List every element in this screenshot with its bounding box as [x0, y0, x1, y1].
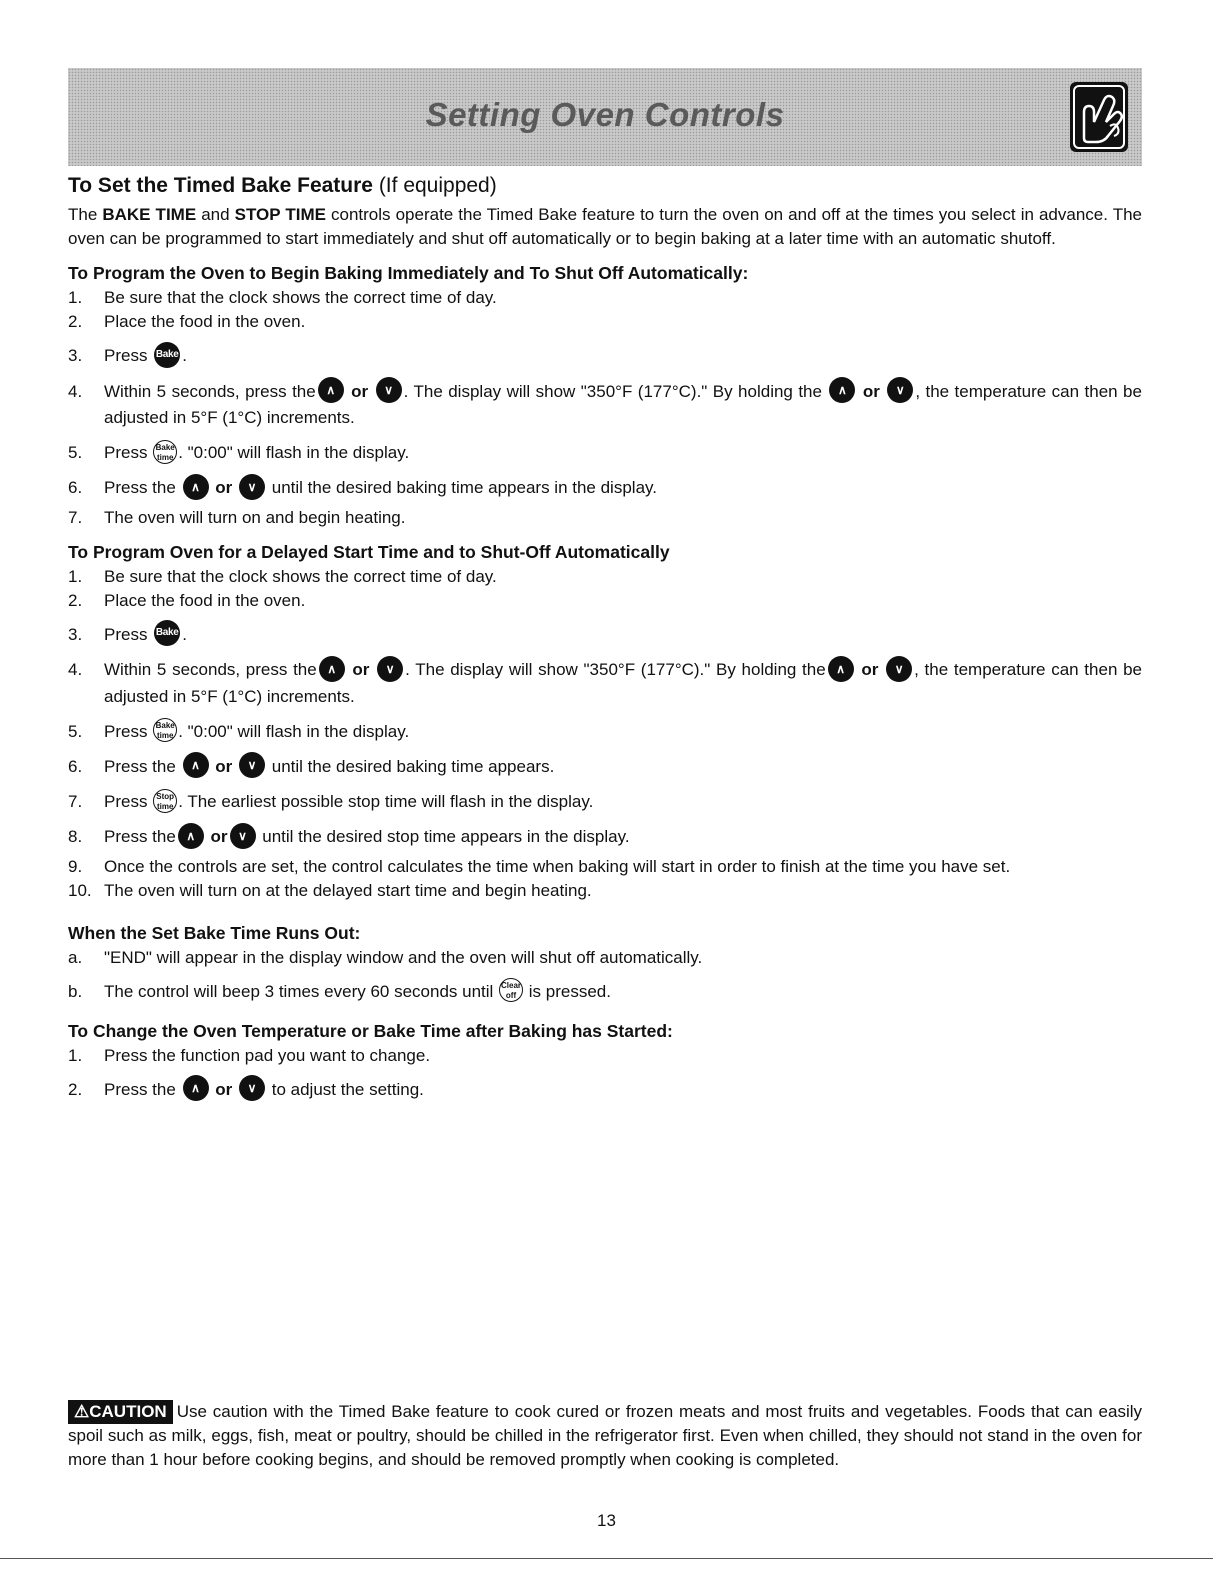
or-text: or	[862, 381, 880, 401]
intro-stop-time: STOP TIME	[234, 205, 326, 224]
step-number: 6.	[68, 478, 83, 498]
step-number: 5.	[68, 721, 83, 741]
step-text: Press	[104, 346, 153, 365]
step-text: The oven will turn on at the delayed start time and begin heating.	[104, 880, 592, 900]
up-arrow-icon: ∧	[183, 752, 209, 778]
list-item	[68, 824, 1142, 851]
page-banner	[68, 68, 1142, 166]
down-arrow-icon: ∨	[887, 377, 913, 403]
list-item	[68, 565, 1142, 589]
step-text: Press the	[104, 478, 181, 498]
list-item	[68, 979, 1142, 1005]
step-text: , the temperature can then be adjusted in 5°F (1°C) increments.	[104, 381, 1142, 428]
oven-controls-hand-icon	[1070, 82, 1128, 152]
list-item	[68, 657, 1142, 710]
step-number: 4.	[68, 381, 83, 401]
step-text: until the desired baking time appears.	[267, 756, 555, 776]
step-number: 2.	[68, 590, 83, 610]
bake-button-icon: Bake	[154, 620, 180, 646]
step-number: 9.	[68, 856, 83, 876]
or-text: or	[215, 756, 233, 776]
step-number: 7.	[68, 507, 83, 527]
main-content	[68, 174, 1142, 1107]
intro-paragraph	[68, 203, 1142, 251]
step-text: is pressed.	[524, 981, 611, 1001]
section-title	[68, 174, 1142, 198]
step-number: 2.	[68, 1079, 83, 1099]
step-letter: a.	[68, 947, 83, 967]
up-arrow-icon: ∧	[178, 823, 204, 849]
section-title-note: (If equipped)	[372, 174, 497, 197]
step-number: 6.	[68, 756, 83, 776]
caution-text: Use caution with the Timed Bake feature to cook cured or frozen meats and most fruits and vegetables. Foods that can easily spoil such as milk, eggs, fish, meat or poultry, should be chilled in the refrigerator first. Even when chilled, they should not stand in the oven for more than 1 hour before cooking begins, and should be removed promptly when cooking is completed.	[68, 1402, 1142, 1469]
immediate-steps	[68, 286, 1142, 530]
banner-title: Setting Oven Controls	[425, 96, 785, 133]
step-number: 10.	[68, 880, 92, 900]
immediate-heading: To Program the Oven to Begin Baking Immediately and To Shut Off Automatically:	[68, 263, 749, 283]
list-item	[68, 1077, 1142, 1104]
list-item	[68, 475, 1142, 502]
or-text: or	[215, 1079, 233, 1099]
list-item	[68, 440, 1142, 466]
list-item	[68, 855, 1142, 879]
list-item	[68, 286, 1142, 310]
step-text: Press	[104, 443, 153, 463]
step-text: "END" will appear in the display window and the oven will shut off automatically.	[104, 947, 703, 967]
step-text: Press the	[104, 1079, 181, 1099]
up-arrow-icon: ∧	[829, 377, 855, 403]
step-text: . The earliest possible stop time will flash in the display.	[178, 792, 594, 812]
step-text: Press	[104, 792, 153, 812]
section-title-main: To Set the Timed Bake Feature	[68, 174, 373, 197]
down-arrow-icon: ∨	[230, 823, 256, 849]
bake-time-button-icon: Bake time	[153, 440, 177, 464]
step-text: to adjust the setting.	[267, 1079, 424, 1099]
step-number: 5.	[68, 443, 83, 463]
intro-text-2: and	[196, 205, 235, 224]
step-number: 3.	[68, 624, 83, 644]
step-text: Once the controls are set, the control calculates the time when baking will start in order to finish at the time you have set.	[104, 856, 1011, 876]
step-text: Place the food in the oven.	[104, 590, 306, 610]
intro-bake-time: BAKE TIME	[102, 205, 197, 224]
down-arrow-icon: ∨	[239, 1075, 265, 1101]
list-item	[68, 506, 1142, 530]
or-text: or	[215, 478, 233, 498]
step-number: 8.	[68, 827, 83, 847]
change-steps	[68, 1044, 1142, 1104]
stop-time-button-icon: Stop time	[153, 789, 177, 813]
list-item	[68, 946, 1142, 970]
step-number: 7.	[68, 792, 83, 812]
or-text: or	[351, 381, 369, 401]
list-item	[68, 622, 1142, 649]
step-text: . The display will show "350°F (177°C)." By holding the	[405, 660, 826, 680]
down-arrow-icon: ∨	[376, 377, 402, 403]
step-number: 1.	[68, 566, 83, 586]
page-number: 13	[597, 1511, 616, 1530]
step-text: . "0:00" will flash in the display.	[178, 443, 410, 463]
step-text: Press the	[104, 756, 181, 776]
step-text: until the desired baking time appears in the display.	[267, 478, 657, 498]
step-letter: b.	[68, 981, 83, 1001]
step-text: .	[182, 346, 187, 365]
step-number: 2.	[68, 312, 83, 331]
caution-notice	[68, 1400, 1142, 1472]
step-text: Press	[104, 624, 153, 644]
step-number: 1.	[68, 288, 83, 307]
step-text: Press the function pad you want to change.	[104, 1045, 431, 1065]
step-text: . "0:00" will flash in the display.	[178, 721, 410, 741]
list-item	[68, 310, 1142, 334]
step-number: 3.	[68, 346, 83, 365]
or-text: or	[861, 660, 879, 680]
down-arrow-icon: ∨	[239, 474, 265, 500]
list-item	[68, 789, 1142, 815]
bake-time-button-icon: Bake time	[153, 718, 177, 742]
list-item	[68, 879, 1142, 903]
up-arrow-icon: ∧	[183, 1075, 209, 1101]
delayed-heading: To Program Oven for a Delayed Start Time and to Shut-Off Automatically	[68, 541, 670, 562]
step-text: Press the	[104, 827, 176, 847]
or-text: or	[352, 660, 370, 680]
step-number: 4.	[68, 660, 83, 680]
step-text: Be sure that the clock shows the correct time of day.	[104, 288, 497, 307]
down-arrow-icon: ∨	[886, 656, 912, 682]
list-item	[68, 589, 1142, 613]
up-arrow-icon: ∧	[318, 377, 344, 403]
down-arrow-icon: ∨	[377, 656, 403, 682]
list-item	[68, 1044, 1142, 1068]
step-text: Within 5 seconds, press the	[104, 381, 316, 401]
list-item	[68, 379, 1142, 432]
runs-out-heading: When the Set Bake Time Runs Out:	[68, 922, 361, 943]
step-number: 1.	[68, 1045, 83, 1065]
caution-paragraph	[68, 1400, 1142, 1472]
warning-triangle-icon: ⚠	[74, 1402, 90, 1421]
step-text: , the temperature can then be adjusted in 5°F (1°C) increments.	[104, 660, 1142, 706]
or-text: or	[210, 827, 228, 847]
up-arrow-icon: ∧	[828, 656, 854, 682]
up-arrow-icon: ∧	[319, 656, 345, 682]
runs-out-steps	[68, 946, 1142, 1005]
intro-text-3: controls operate the Timed Bake feature to turn the oven on and off at the times you select in advance. The oven can be programmed to start immediately and shut off automatically or to begin baking at a later time with an automatic shutoff.	[68, 205, 1142, 248]
step-text: The control will beep 3 times every 60 seconds until	[104, 981, 499, 1001]
step-text: Within 5 seconds, press the	[104, 660, 317, 680]
change-heading: To Change the Oven Temperature or Bake Time after Baking has Started:	[68, 1020, 673, 1041]
up-arrow-icon: ∧	[183, 474, 209, 500]
clear-off-button-icon: Clear off	[499, 978, 523, 1002]
page-bottom-rule	[0, 1558, 1213, 1559]
caution-badge-label: CAUTION	[89, 1402, 167, 1421]
delayed-steps	[68, 565, 1142, 903]
caution-badge	[68, 1400, 173, 1424]
step-text: Be sure that the clock shows the correct time of day.	[104, 566, 497, 586]
step-text: .	[182, 624, 187, 644]
list-item	[68, 754, 1142, 781]
bake-button-icon: Bake	[154, 342, 180, 368]
step-text: The oven will turn on and begin heating.	[104, 507, 406, 527]
list-item	[68, 343, 1142, 370]
step-text: Place the food in the oven.	[104, 312, 306, 331]
intro-text-1: The	[68, 205, 103, 224]
list-item	[68, 719, 1142, 745]
down-arrow-icon: ∨	[239, 752, 265, 778]
step-text: until the desired stop time appears in the display.	[257, 827, 630, 847]
step-text: Press	[104, 721, 153, 741]
step-text: . The display will show "350°F (177°C)." By holding the	[403, 381, 828, 401]
